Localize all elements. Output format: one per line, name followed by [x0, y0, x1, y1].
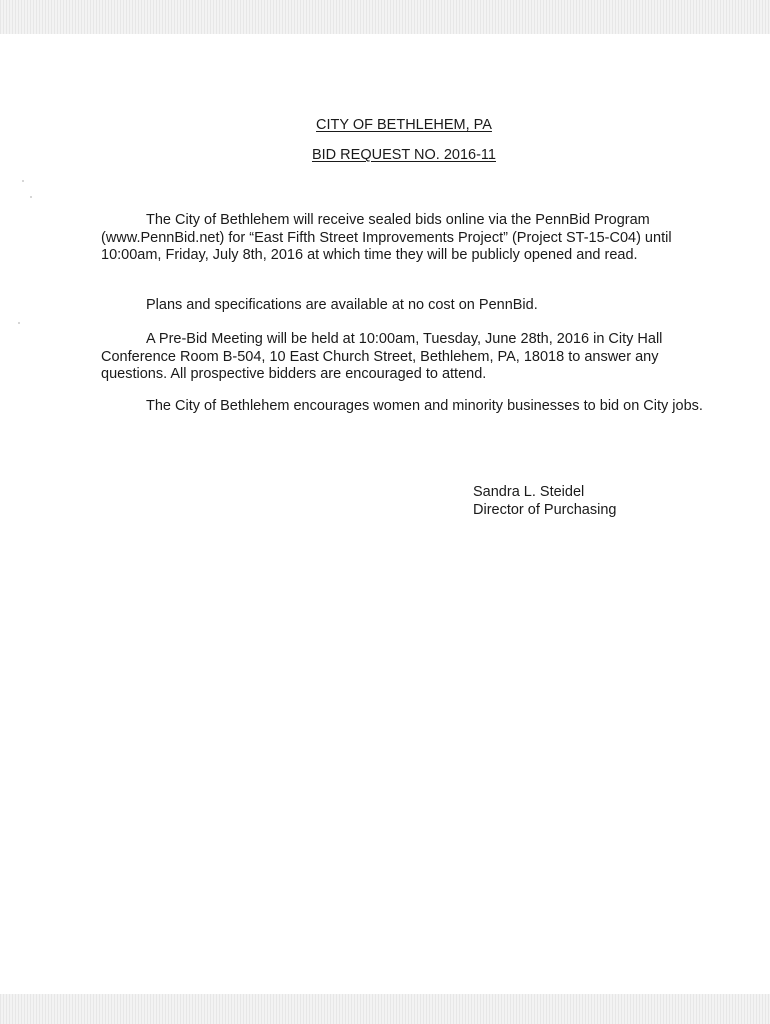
paragraph-plans-specifications: Plans and specifications are available at no cost on PennBid.	[146, 297, 538, 313]
paragraph-minority-businesses: The City of Bethlehem encourages women and minority businesses to bid on City jobs.	[146, 398, 703, 414]
signatory-title: Director of Purchasing	[473, 502, 617, 518]
scan-edge-bottom	[0, 994, 770, 1024]
scan-speck	[22, 180, 24, 182]
heading-city: CITY OF BETHLEHEM, PA	[316, 117, 492, 133]
paragraph-bids-online: The City of Bethlehem will receive sealed bids online via the PennBid Program (www.PennBid.net) for “East Fifth Street Improvements Project” (Project ST-15-C04) until 10:00am, Friday, July 8th, 2016 at which time they will be publicly opened and read.	[101, 212, 672, 263]
signatory-name: Sandra L. Steidel	[473, 484, 585, 500]
scan-speck	[18, 322, 20, 324]
signature-block	[473, 483, 616, 519]
heading-bid-request: BID REQUEST NO. 2016-11	[311, 147, 496, 163]
paragraph-pre-bid-meeting: A Pre-Bid Meeting will be held at 10:00am, Tuesday, June 28th, 2016 in City Hall Conference Room B-504, 10 East Church Street, Bethlehem, PA, 18018 to answer any questions. All prospective bidders are encouraged to attend.	[101, 331, 663, 382]
scan-speck	[30, 196, 32, 198]
